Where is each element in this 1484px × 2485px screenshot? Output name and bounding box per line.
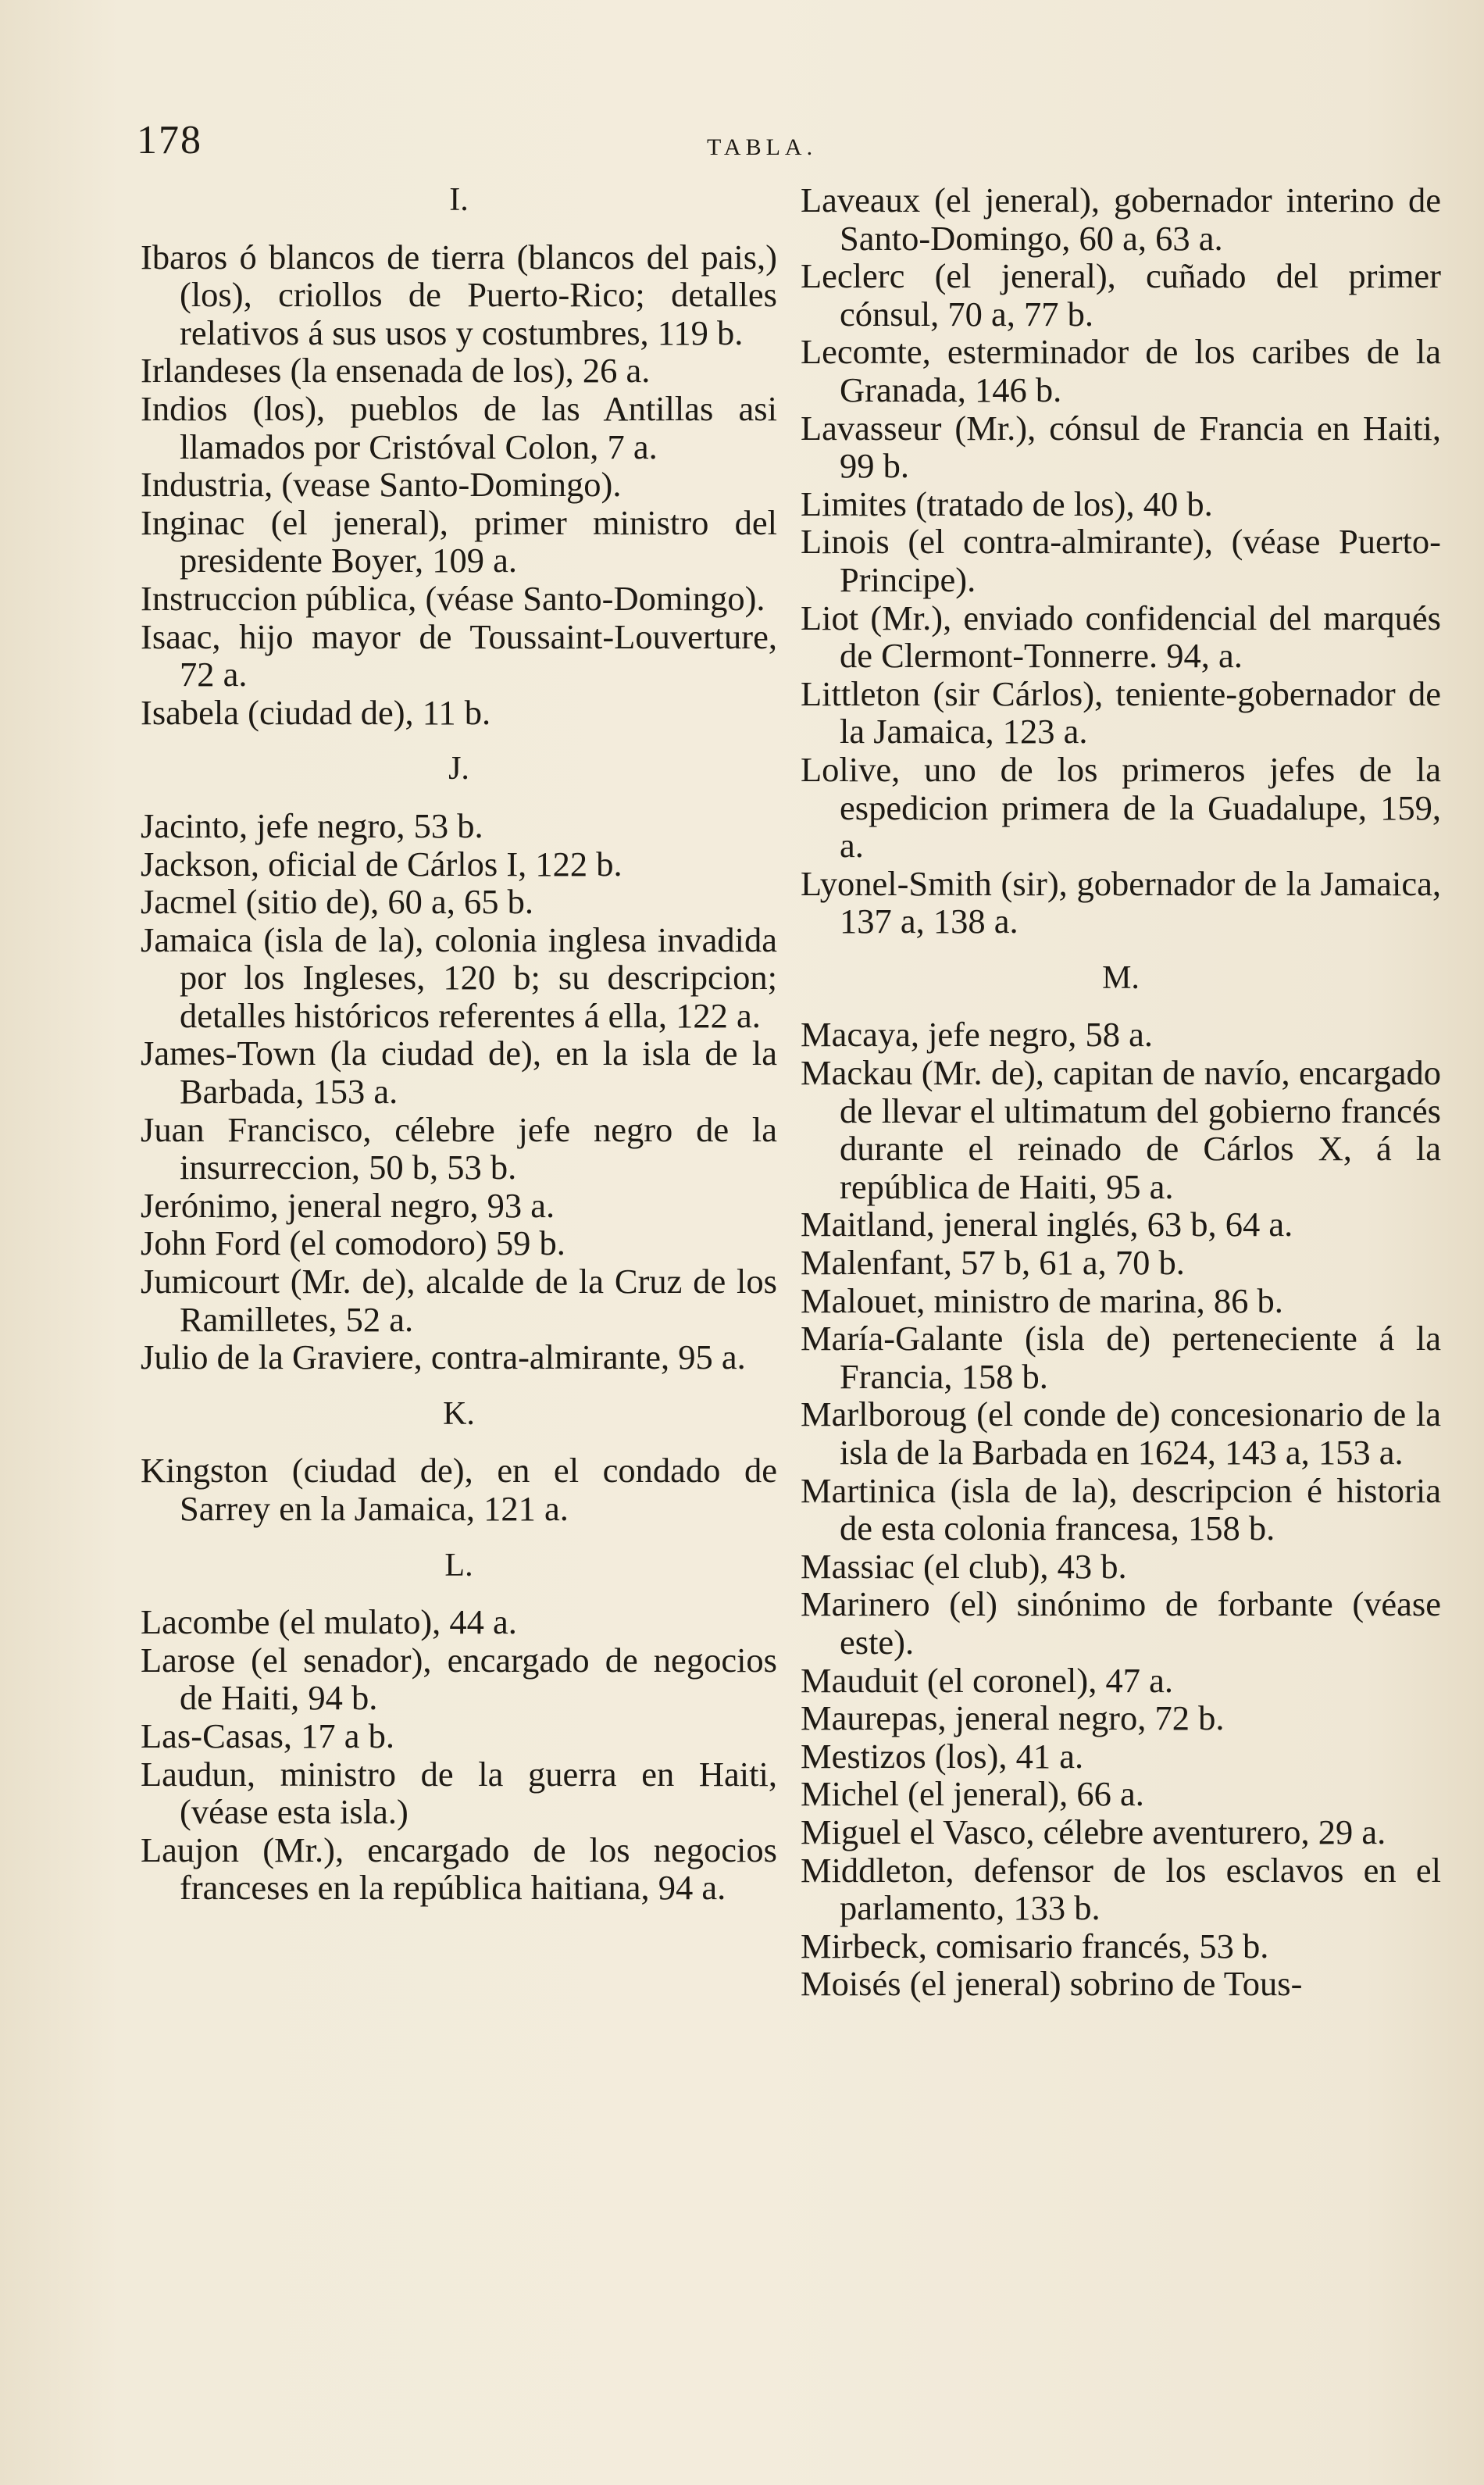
index-entry: Littleton (sir Cárlos), teniente-gobernador de la Jamaica, 123 a. <box>801 673 1441 752</box>
index-entry: Liot (Mr.), enviado confidencial del marqués de Clermont-Tonnerre. 94, a. <box>801 598 1441 676</box>
section-gap <box>141 788 777 807</box>
index-entry: Mauduit (el coronel), 47 a. <box>801 1660 1173 1700</box>
index-entry: Massiac (el club), 43 b. <box>801 1546 1127 1586</box>
index-entry: Laveaux (el jeneral), gobernador interino de Santo-Domingo, 60 a, 63 a. <box>801 180 1441 258</box>
index-entry: Irlandeses (la ensenada de los), 26 a. <box>141 351 651 391</box>
index-entry: Marlboroug (el conde de) concesionario de la isla de la Barbada en 1624, 143 a, 153 a. <box>801 1394 1441 1472</box>
index-entry: John Ford (el comodoro) 59 b. <box>141 1223 565 1263</box>
index-entry: Instruccion pública, (véase Santo-Domingo). <box>141 578 765 618</box>
section-gap <box>141 1376 777 1395</box>
index-entry: Las-Casas, 17 a b. <box>141 1716 395 1755</box>
index-entry: Miguel el Vasco, célebre aventurero, 29 a. <box>801 1812 1386 1851</box>
section-letter: J. <box>448 751 469 787</box>
index-entry: María-Galante (isla de) perteneciente á la Francia, 158 b. <box>801 1319 1441 1396</box>
section-gap <box>141 1528 777 1547</box>
index-entry: Maitland, jeneral inglés, 63 b, 64 a. <box>801 1205 1293 1244</box>
index-entry: Inginac (el jeneral), primer ministro del presidente Boyer, 109 a. <box>141 502 777 580</box>
index-entry: Mestizos (los), 41 a. <box>801 1736 1084 1776</box>
index-entry: Laujon (Mr.), encargado de los negocios franceses en la república haitiana, 94 a. <box>141 1830 777 1908</box>
index-entry: Moisés (el jeneral) sobrino de Tous- <box>801 1964 1303 2004</box>
index-entry: Lecomte, esterminador de los caribes de la Granada, 146 b. <box>801 332 1441 409</box>
section-gap <box>141 1584 777 1603</box>
index-entry: Leclerc (el jeneral), cuñado del primer cónsul, 70 a, 77 b. <box>801 256 1441 334</box>
index-entry: Juan Francisco, célebre jefe negro de la insurreccion, 50 b, 53 b. <box>141 1109 777 1187</box>
page-header <box>137 117 1449 180</box>
section-letter: M. <box>1102 959 1140 996</box>
index-entry: Linois (el contra-almirante), (véase Puerto-Principe). <box>801 522 1441 599</box>
index-entry: Indios (los), pueblos de las Antillas asi llamados por Cristóval Colon, 7 a. <box>141 388 777 466</box>
index-entry: Larose (el senador), encargado de negocios de Haiti, 94 b. <box>141 1640 777 1718</box>
index-entry: Mirbeck, comisario francés, 53 b. <box>801 1926 1269 1966</box>
index-entry: Lavasseur (Mr.), cónsul de Francia en Haiti, 99 b. <box>801 408 1441 486</box>
section-gap <box>141 220 777 238</box>
index-entry: Middleton, defensor de los esclavos en el parlamento, 133 b. <box>801 1850 1441 1928</box>
index-entry: Malouet, ministro de marina, 86 b. <box>801 1280 1283 1320</box>
index-entry: Isabela (ciudad de), 11 b. <box>141 692 491 732</box>
index-entry: Marinero (el) sinónimo de forbante (véase este). <box>801 1584 1441 1662</box>
index-entry: Jumicourt (Mr. de), alcalde de la Cruz de los Ramilletes, 52 a. <box>141 1262 777 1339</box>
index-entry: Mackau (Mr. de), capitan de navío, encargado de llevar el ultimatum del gobierno francés durante el reinado de Cárlos X, á la república de Haiti, 95 a. <box>801 1053 1441 1206</box>
index-entry: Limites (tratado de los), 40 b. <box>801 484 1213 523</box>
section-gap <box>801 997 1441 1016</box>
index-entry: Julio de la Graviere, contra-almirante, 95 a. <box>141 1337 746 1377</box>
running-head: TABLA. <box>707 134 818 160</box>
page-number: 178 <box>137 118 202 162</box>
index-entry: Ibaros ó blancos de tierra (blancos del pais,) (los), criollos de Puerto-Rico; detalles relativos á sus usos y costumbres, 119 b. <box>141 237 777 352</box>
index-entry: Jacmel (sitio de), 60 a, 65 b. <box>141 882 533 922</box>
index-entry: Jerónimo, jeneral negro, 93 a. <box>141 1185 555 1225</box>
index-entry: Jacinto, jefe negro, 53 b. <box>141 805 483 845</box>
right-column <box>801 181 1441 2003</box>
index-entry: Michel (el jeneral), 66 a. <box>801 1774 1144 1814</box>
section-letter: L. <box>444 1547 473 1583</box>
index-entry: Maurepas, jeneral negro, 72 b. <box>801 1698 1225 1738</box>
index-entry: Laudun, ministro de la guerra en Haiti, (véase esta isla.) <box>141 1754 777 1832</box>
section-gap <box>141 1433 777 1451</box>
index-entry: Macaya, jefe negro, 58 a. <box>801 1015 1153 1055</box>
index-entry: Isaac, hijo mayor de Toussaint-Louverture, 72 a. <box>141 616 777 694</box>
section-gap <box>141 731 777 750</box>
section-gap <box>801 941 1441 959</box>
index-entry: Jamaica (isla de la), colonia inglesa invadida por los Ingleses, 120 b; su descripcion; detalles históricos referentes á ella, 122 a. <box>141 919 777 1035</box>
section-letter: I. <box>449 182 469 218</box>
index-entry: Malenfant, 57 b, 61 a, 70 b. <box>801 1243 1185 1283</box>
index-entry: Kingston (ciudad de), en el condado de Sarrey en la Jamaica, 121 a. <box>141 1451 777 1528</box>
section-letter: K. <box>443 1395 475 1432</box>
index-entry: Industria, (vease Santo-Domingo). <box>141 465 622 505</box>
index-entry: James-Town (la ciudad de), en la isla de la Barbada, 153 a. <box>141 1034 777 1112</box>
left-column <box>141 181 777 1907</box>
index-entry: Lolive, uno de los primeros jefes de la espedicion primera de la Guadalupe, 159, a. <box>801 749 1441 866</box>
index-entry: Martinica (isla de la), descripcion é historia de esta colonia francesa, 158 b. <box>801 1470 1441 1548</box>
index-entry: Lacombe (el mulato), 44 a. <box>141 1602 517 1642</box>
index-entry: Lyonel-Smith (sir), gobernador de la Jamaica, 137 a, 138 a. <box>801 863 1441 941</box>
index-entry: Jackson, oficial de Cárlos I, 122 b. <box>141 844 622 884</box>
